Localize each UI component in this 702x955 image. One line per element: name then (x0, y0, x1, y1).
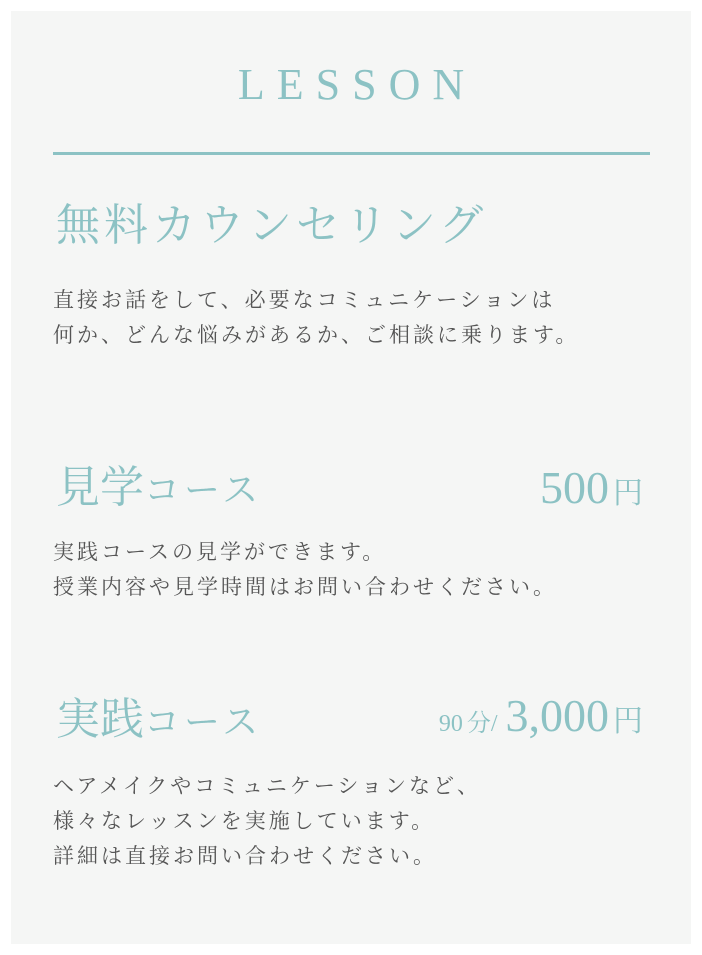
practice-duration-unit: 分 (466, 711, 491, 737)
practice-line: 様々なレッスンを実施しています。 (53, 809, 436, 833)
practice-price-separator: / (490, 711, 498, 737)
lesson-card (11, 11, 691, 944)
observation-heading (56, 451, 262, 515)
observation-heading-kanji: 見学 (56, 462, 144, 513)
observation-price-unit: 円 (613, 477, 643, 510)
counseling-heading: 無料カウンセリング (56, 200, 488, 251)
practice-heading-kana: コース (144, 702, 263, 743)
counseling-description (53, 283, 663, 353)
observation-description (53, 535, 663, 605)
counseling-line: 何か、どんな悩みがあるか、ご相談に乗ります。 (53, 323, 580, 347)
title-divider (53, 152, 650, 155)
practice-heading (56, 683, 262, 747)
observation-price (540, 461, 643, 514)
practice-price-value: 3,000 (505, 690, 609, 741)
practice-heading-kanji: 実践 (56, 694, 144, 745)
page-title: LESSON (237, 60, 477, 109)
observation-line: 授業内容や見学時間はお問い合わせください。 (53, 575, 557, 599)
practice-duration-value: 90 (438, 711, 463, 737)
practice-line: 詳細は直接お問い合わせください。 (53, 844, 437, 868)
observation-heading-kana: コース (144, 470, 263, 511)
counseling-line: 直接お話をして、必要なコミュニケーションは (53, 288, 556, 312)
observation-line: 実践コースの見学ができます。 (53, 540, 387, 564)
observation-price-value: 500 (540, 462, 609, 513)
practice-price-unit: 円 (613, 705, 643, 738)
practice-description (53, 769, 663, 874)
practice-price (439, 689, 643, 742)
practice-line: ヘアメイクやコミュニケーションなど、 (53, 774, 482, 798)
